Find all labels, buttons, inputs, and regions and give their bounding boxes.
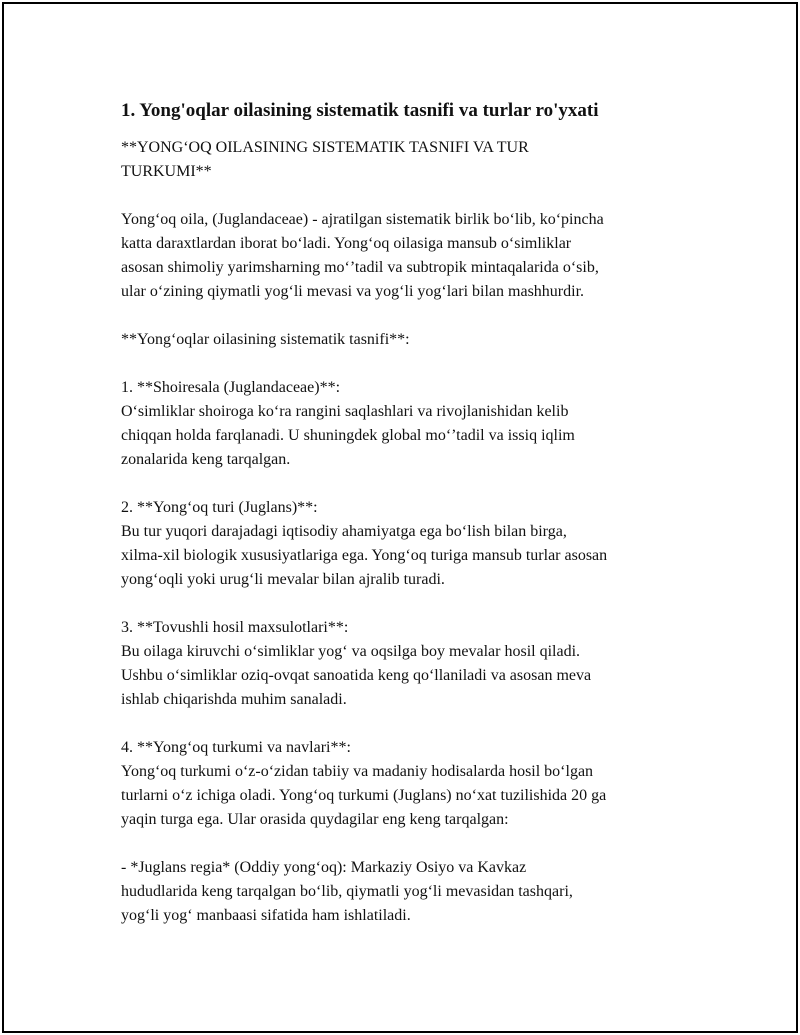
list-item-text: Bu tur yuqori darajadagi iqtisodiy ahamiyatga ega bo‘lish bilan birga, xilma-xil biologik xususiyatlariga ega. Yong‘oq turiga mansub turlar asosan yong‘oqli yoki urug‘li mevalar bilan ajralib turadi. xyxy=(121,523,608,588)
paragraph-gap xyxy=(121,832,681,856)
list-item-text: O‘simliklar shoiroga ko‘ra rangini saqlashlari va rivojlanishidan kelib chiqqan holda farqlanadi. U shuningdek global mo‘’tadil va issiq iqlim zonalarida keng tarqalgan. xyxy=(121,403,575,468)
section-heading: **Yong‘oqlar oilasining sistematik tasnifi**: xyxy=(121,331,410,348)
paragraph-gap xyxy=(121,592,681,616)
list-item-title: 2. **Yong‘oq turi (Juglans)**: xyxy=(121,499,318,516)
heading-line: **YONG‘OQ OILASINING SISTEMATIK TASNIFI VA TUR TURKUMI** xyxy=(121,139,529,180)
paragraph-gap xyxy=(121,472,681,496)
paragraph-gap xyxy=(121,184,681,208)
list-item-title: 1. **Shoiresala (Juglandaceae)**: xyxy=(121,379,341,396)
list-item-title: 3. **Tovushli hosil maxsulotlari**: xyxy=(121,619,349,636)
paragraph-gap xyxy=(121,304,681,328)
document-body xyxy=(121,98,681,928)
list-item-text: Yong‘oq turkumi o‘z-o‘zidan tabiiy va madaniy hodisalarda hosil bo‘lgan turlarni o‘z ichiga oladi. Yong‘oq turkumi (Juglans) no‘xat tuzilishida 20 ga yaqin turga ega. Ular orasida quydagilar eng keng tarqalgan: xyxy=(121,763,607,828)
document-page xyxy=(2,2,798,1033)
list-item xyxy=(121,616,681,712)
list-item-text: Bu oilaga kiruvchi o‘simliklar yog‘ va oqsilga boy mevalar hosil qiladi. Ushbu o‘simliklar oziq-ovqat sanoatida keng qo‘llaniladi va asosan meva ishlab chiqarishda muhim sanaladi. xyxy=(121,643,592,708)
sub-list-item: - *Juglans regia* (Oddiy yong‘oq): Markaziy Osiyo va Kavkaz hududlarida keng tarqalgan bo‘lib, qiymatli yog‘li mevasidan tashqari, yog‘li yog‘ manbaasi sifatida ham ishlatiladi. xyxy=(121,859,573,924)
paragraph-gap xyxy=(121,352,681,376)
document-title: 1. Yong'oqlar oilasining sistematik tasnifi va turlar ro'yxati xyxy=(121,100,599,121)
paragraph-gap xyxy=(121,712,681,736)
list-item xyxy=(121,376,681,472)
list-item-title: 4. **Yong‘oq turkumi va navlari**: xyxy=(121,739,351,756)
intro-paragraph: Yong‘oq oila, (Juglandaceae) - ajratilgan sistematik birlik bo‘lib, ko‘pincha katta daraxtlardan iborat bo‘ladi. Yong‘oq oilasiga mansub o‘simliklar asosan shimoliy yarimsharning mo‘’tadil va subtropik mintaqalarida o‘sib, ular o‘zining qiymatli yog‘li mevasi va yog‘li yog‘lari bilan mashhurdir. xyxy=(121,211,604,300)
list-item xyxy=(121,496,681,592)
list-item xyxy=(121,736,681,832)
